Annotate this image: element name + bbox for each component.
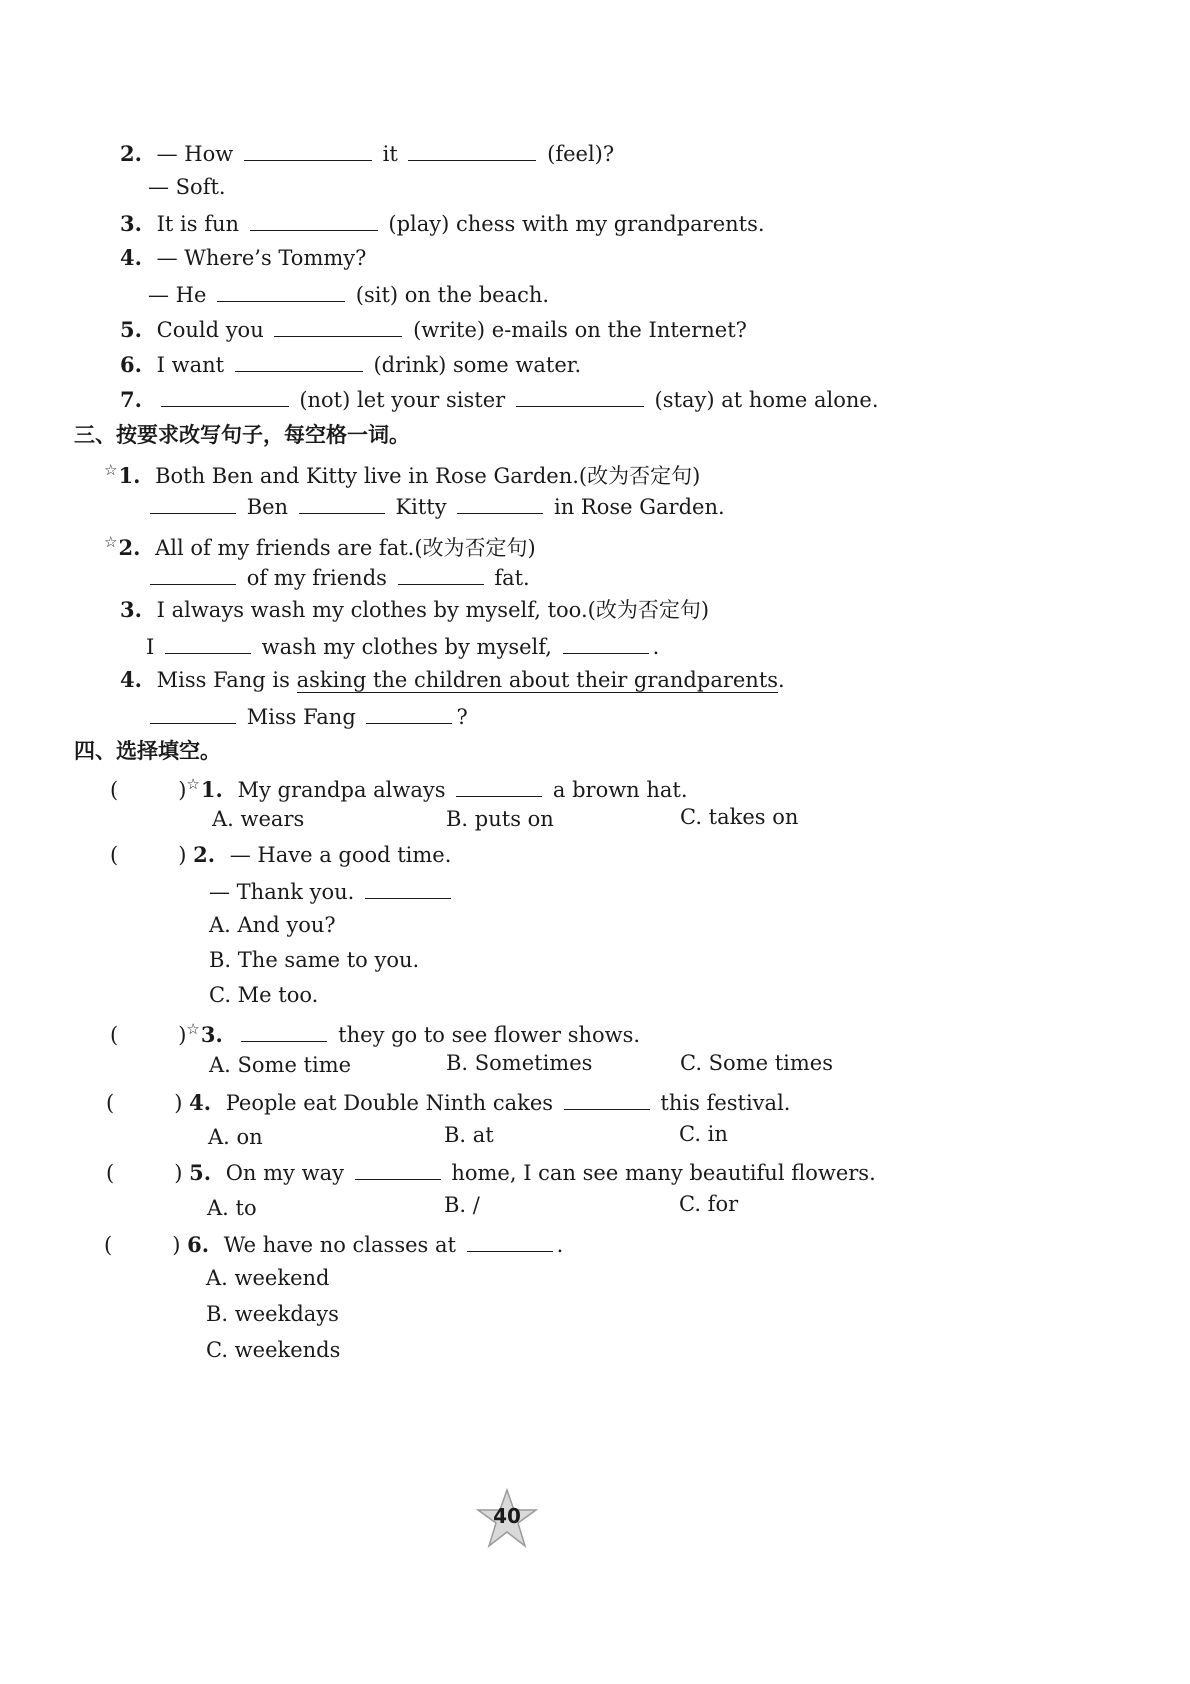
- q-text: ?: [456, 705, 468, 729]
- option-c: C. Some times: [680, 1051, 833, 1075]
- answer-paren-open: (: [110, 843, 119, 867]
- option-c: C. weekends: [206, 1338, 341, 1362]
- q-number: 4.: [120, 245, 142, 270]
- q-text: Ben: [246, 495, 289, 519]
- answer-blank[interactable]: [456, 774, 542, 797]
- q-hint: (改为否定句): [414, 536, 536, 560]
- q-text: .: [652, 635, 660, 659]
- answer-paren-close: ): [174, 1091, 183, 1115]
- q-text: — How: [156, 142, 234, 166]
- answer-blank[interactable]: [366, 701, 452, 724]
- answer-blank[interactable]: [165, 631, 251, 654]
- q-number: 2.: [120, 141, 142, 166]
- q-text: Kitty: [395, 495, 447, 519]
- s3-q1-answer: [146, 491, 725, 519]
- q-text: fat.: [494, 566, 530, 590]
- option-a: A. wears: [212, 807, 305, 831]
- s2-q7-line: [120, 384, 879, 412]
- q-number: 2.: [193, 842, 216, 867]
- q-text: Both Ben and Kitty live in Rose Garden.: [155, 464, 579, 488]
- s2-q5-line: [120, 314, 747, 342]
- answer-paren-close: ): [178, 778, 187, 802]
- option-b: B. weekdays: [206, 1302, 339, 1326]
- answer-blank[interactable]: [398, 562, 484, 585]
- q-text: (play) chess with my grandparents.: [388, 212, 765, 236]
- answer-blank[interactable]: [235, 349, 363, 372]
- q-text: a brown hat.: [552, 778, 688, 802]
- s2-q2-answer: [148, 173, 226, 201]
- q-text: Miss Fang: [246, 705, 356, 729]
- page-number-badge: [476, 1488, 538, 1550]
- q-text: wash my clothes by myself,: [261, 635, 552, 659]
- answer-blank[interactable]: [150, 562, 236, 585]
- answer-paren-open: (: [110, 1023, 119, 1047]
- answer-paren-close: ): [178, 843, 187, 867]
- s3-q3-line: [120, 596, 709, 624]
- answer-paren-close: ): [174, 1161, 183, 1185]
- q-text: I want: [156, 353, 225, 377]
- q-number: 6.: [187, 1232, 210, 1257]
- q-text: Could you: [156, 318, 264, 342]
- q-number: 1.: [118, 463, 141, 488]
- s4-q2-response: [209, 876, 455, 904]
- answer-blank[interactable]: [150, 701, 236, 724]
- q-text: this festival.: [660, 1091, 791, 1115]
- answer-blank[interactable]: [161, 384, 289, 407]
- q-text: — Soft.: [148, 175, 226, 199]
- answer-blank[interactable]: [563, 631, 649, 654]
- q-text: .: [778, 668, 785, 692]
- q-text: — Thank you.: [209, 880, 355, 904]
- q-number: 6.: [120, 352, 142, 377]
- option-b: B. puts on: [446, 807, 554, 831]
- s3-q2-answer: [146, 562, 530, 590]
- q-text: My grandpa always: [237, 778, 446, 802]
- page-number: 40: [493, 1504, 521, 1528]
- option-a: A. And you?: [209, 913, 336, 937]
- answer-blank[interactable]: [217, 279, 345, 302]
- option-c: C. Me too.: [209, 983, 319, 1007]
- answer-blank[interactable]: [241, 1019, 327, 1042]
- option-a: A. Some time: [209, 1053, 352, 1077]
- answer-blank[interactable]: [365, 876, 451, 899]
- answer-blank[interactable]: [299, 491, 385, 514]
- q-number: 1.: [200, 777, 223, 802]
- q-number: 2.: [118, 535, 141, 560]
- q-hint: (改为否定句): [578, 464, 701, 488]
- answer-blank[interactable]: [150, 491, 236, 514]
- q-text: (not) let your sister: [299, 388, 506, 412]
- answer-blank[interactable]: [274, 314, 402, 337]
- option-b: B. The same to you.: [209, 948, 420, 972]
- answer-blank[interactable]: [250, 208, 378, 231]
- answer-blank[interactable]: [408, 138, 536, 161]
- q-text: It is fun: [156, 212, 240, 236]
- answer-paren-open: (: [104, 1233, 113, 1257]
- answer-paren-open: (: [106, 1091, 115, 1115]
- answer-blank[interactable]: [355, 1157, 441, 1180]
- answer-blank[interactable]: [467, 1229, 553, 1252]
- s2-q2-line: [120, 138, 614, 166]
- option-a: A. weekend: [206, 1266, 330, 1290]
- answer-blank[interactable]: [516, 384, 644, 407]
- q-text: Miss Fang is: [156, 668, 290, 692]
- q-number: 5.: [189, 1160, 212, 1185]
- q-text: (sit) on the beach.: [355, 283, 550, 307]
- q-number: 4.: [189, 1090, 212, 1115]
- q-text: — Where’s Tommy?: [156, 246, 367, 270]
- option-b: B. at: [444, 1123, 494, 1147]
- q-text: All of my friends are fat.: [155, 536, 415, 560]
- s4-q2-line: [110, 841, 451, 869]
- answer-paren-close: ): [172, 1233, 181, 1257]
- s3-q1-line: [104, 456, 701, 488]
- s2-q4-answer: [148, 279, 549, 307]
- s3-q3-answer: [146, 631, 659, 659]
- s4-q5-line: [106, 1157, 876, 1185]
- q-text: We have no classes at: [223, 1233, 456, 1257]
- option-b: B. /: [444, 1193, 480, 1217]
- answer-paren-open: (: [106, 1161, 115, 1185]
- s2-q6-line: [120, 349, 581, 377]
- section3-title: 三、按要求改写句子，每空格一词。: [74, 423, 410, 447]
- underlined-phrase: asking the children about their grandparents: [296, 668, 779, 692]
- s4-q1-line: [110, 770, 688, 802]
- q-number: 3.: [200, 1022, 223, 1047]
- star-icon: ☆: [186, 775, 200, 793]
- q-text: they go to see flower shows.: [338, 1023, 641, 1047]
- q-text: (stay) at home alone.: [654, 388, 879, 412]
- option-a: A. on: [208, 1125, 263, 1149]
- s4-q3-line: [110, 1015, 641, 1047]
- q-number: 3.: [120, 597, 142, 622]
- q-number: 7.: [120, 387, 142, 412]
- s3-q4-answer: [146, 701, 468, 729]
- answer-blank[interactable]: [244, 138, 372, 161]
- q-text: — Have a good time.: [229, 843, 452, 867]
- q-text: home, I can see many beautiful flowers.: [451, 1161, 876, 1185]
- q-text: I: [146, 635, 155, 659]
- q-text: in Rose Garden.: [553, 495, 725, 519]
- option-c: C. takes on: [680, 805, 799, 829]
- q-text: — He: [148, 283, 207, 307]
- s3-q2-line: [104, 528, 536, 560]
- q-text: it: [382, 142, 398, 166]
- star-icon: ☆: [186, 1020, 200, 1038]
- q-text: (feel)?: [547, 142, 615, 166]
- q-text: On my way: [225, 1161, 344, 1185]
- q-number: 5.: [120, 317, 142, 342]
- q-text: People eat Double Ninth cakes: [225, 1091, 554, 1115]
- s4-q6-line: [104, 1229, 563, 1257]
- s4-q4-line: [106, 1087, 790, 1115]
- q-text: (write) e-mails on the Internet?: [413, 318, 747, 342]
- section4-title: 四、选择填空。: [74, 739, 221, 763]
- option-b: B. Sometimes: [446, 1051, 593, 1075]
- option-c: C. in: [679, 1122, 728, 1146]
- s2-q3-line: [120, 208, 765, 236]
- q-number: 3.: [120, 211, 142, 236]
- answer-paren-close: ): [178, 1023, 187, 1047]
- star-icon: ☆: [104, 461, 118, 479]
- q-text: I always wash my clothes by myself, too.: [156, 598, 588, 622]
- answer-blank[interactable]: [457, 491, 543, 514]
- q-text: .: [556, 1233, 564, 1257]
- s2-q4-line: [120, 244, 366, 272]
- s3-q4-line: [120, 666, 785, 694]
- option-a: A. to: [207, 1196, 257, 1220]
- q-text: (drink) some water.: [373, 353, 582, 377]
- option-c: C. for: [679, 1192, 739, 1216]
- q-text: of my friends: [246, 566, 387, 590]
- answer-blank[interactable]: [564, 1087, 650, 1110]
- q-hint: (改为否定句): [587, 598, 710, 622]
- answer-paren-open: (: [110, 778, 119, 802]
- star-icon: ☆: [104, 533, 118, 551]
- q-number: 4.: [120, 667, 142, 692]
